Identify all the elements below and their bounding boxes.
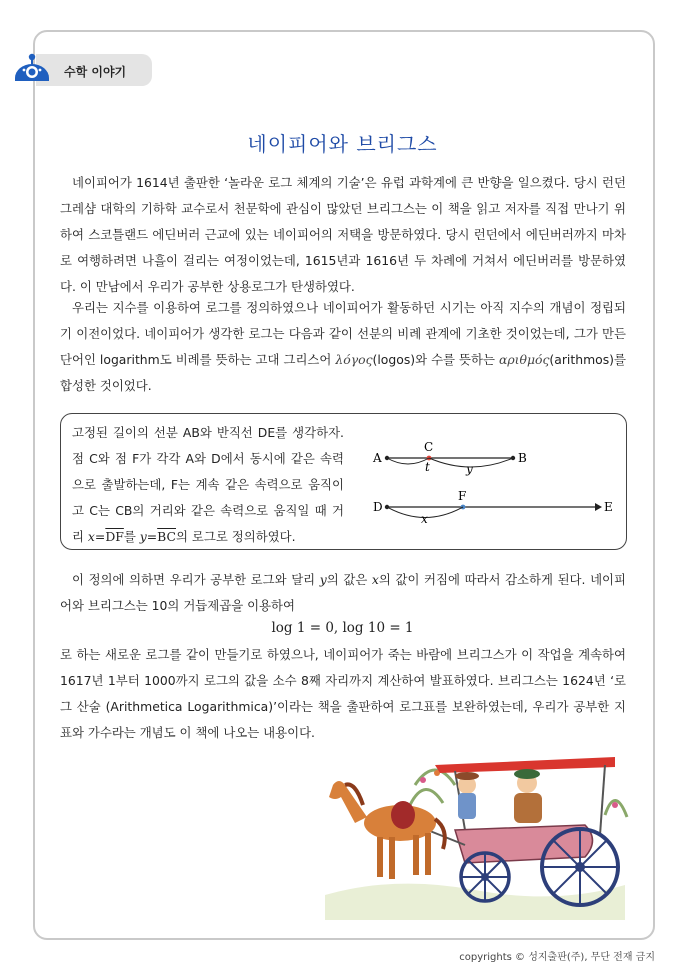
definition-text-b: 의 로그로 정의하였다. bbox=[176, 529, 296, 544]
label-a: A bbox=[373, 451, 382, 465]
paragraph-2-text-c: (arithmos)를 합성한 것이었다. bbox=[60, 352, 626, 393]
greek-arithmos: αριθμός bbox=[498, 352, 550, 367]
definition-text-mid: 를 bbox=[123, 529, 140, 544]
label-y: y bbox=[466, 462, 473, 476]
label-c: C bbox=[424, 440, 434, 454]
label-t: t bbox=[425, 460, 430, 474]
segment-df: $\overline{DF}$ bbox=[105, 529, 124, 544]
definition-text bbox=[72, 420, 344, 550]
wheel-large bbox=[542, 829, 618, 905]
ray-arrow bbox=[595, 503, 602, 511]
paragraph-1 bbox=[60, 170, 626, 300]
paragraph-3-text-c: 의 값이 커짐에 따라서 감소하게 된다. 네이피어와 브리그스는 10의 거듭제곱을 이용하여 bbox=[60, 572, 626, 613]
copyright-footer: copyrights © 성지출판(주), 무단 전재 금지 bbox=[459, 952, 655, 963]
section-label: 수학 이야기 bbox=[64, 65, 127, 79]
label-d: D bbox=[373, 500, 383, 514]
paragraph-1-text: 네이피어가 1614년 출판한 ‘놀라운 로그 체계의 기술’은 유럽 과학계에 큰 반향을 일으켰다. 당시 런던 그레샴 대학의 기하학 교수로서 천문학에 관심이 많았던 브리그스는 이 책을 읽고 저자를 직접 만나기 위하여 스코틀랜드 에딘버러 근교에 있는 네이피어의 저택을 방문하였다. 당시 런던에서 에딘버러까지 마차로 여행하려면 나흘이 걸리는 여정이었는데, 1615년과 1616년 두 차례에 거쳐서 에딘버러를 방문하였다. 이 만남에서 우리가 공부한 상용로그가 탄생하였다. bbox=[60, 175, 626, 294]
arc-t bbox=[387, 458, 429, 464]
paragraph-3-text-a: 이 정의에 의하면 우리가 공부한 로그와 달리 bbox=[72, 572, 320, 587]
paragraph-2-text-a: 우리는 지수를 이용하여 로그를 정의하였으나 네이피어가 활동하던 시기는 아직 지수의 개념이 정립되기 이전이었다. 네이피어가 생각한 로그는 다음과 같이 선분의 비례 관계에 기초한 것이었는데, 그가 만든 단어인 logarithm도 비례를 뜻하는 고대 그리스어 bbox=[60, 300, 626, 367]
label-x: x bbox=[421, 512, 428, 526]
paragraph-4 bbox=[60, 642, 626, 746]
paragraph-3-var-x: x bbox=[371, 572, 379, 587]
var-x: x bbox=[87, 529, 95, 544]
paragraph-2-text-b: (logos)와 수를 뜻하는 bbox=[372, 352, 499, 367]
paragraph-3-text-b: 의 값은 bbox=[326, 572, 372, 587]
var-y: y bbox=[139, 529, 147, 544]
equals-1: = bbox=[94, 529, 106, 544]
segment-bc: $\overline{BC}$ bbox=[157, 529, 176, 544]
driver-body bbox=[458, 793, 476, 819]
paragraph-3-var-y: y bbox=[319, 572, 327, 587]
wheel-small bbox=[461, 853, 509, 901]
dome-icon bbox=[13, 52, 51, 88]
equals-2: = bbox=[146, 529, 158, 544]
definition-text-a: 고정된 길이의 선분 AB와 반직선 DE를 생각하자. 점 C와 점 F가 각각 A와 D에서 동시에 같은 속력으로 출발하는데, F는 계속 같은 속력으로 움직이고 C는 CB의 거리와 같은 속력으로 움직일 때 거리 bbox=[72, 425, 344, 544]
horse-carriage-illustration bbox=[315, 745, 635, 925]
paragraph-4-text: 로 하는 새로운 로그를 같이 만들기로 하였으나, 네이피어가 죽는 바람에 브리그스가 이 작업을 계속하여 1617년 1부터 1000까지 로그의 값을 소수 8째 자리까지 계산하여 발표하였다. 브리그스는 1624년 ‘로그 산술 (Arithmetica Logarithmica)’이라는 책을 출판하여 로그표를 보완하였는데, 우리가 공부한 지표와 가수라는 개념도 이 책에 나오는 내용이다. bbox=[60, 647, 626, 740]
passenger-body bbox=[514, 793, 542, 823]
log-formula: log 1 = 0, log 10 = 1 bbox=[271, 620, 414, 636]
greek-logos: λόγος bbox=[335, 352, 373, 367]
page-title: 네이피어와 브리그스 bbox=[247, 132, 438, 156]
paragraph-3 bbox=[60, 567, 626, 619]
label-f: F bbox=[458, 489, 467, 503]
paragraph-2 bbox=[60, 295, 626, 399]
horse bbox=[329, 781, 445, 879]
label-e: E bbox=[604, 500, 613, 514]
label-b: B bbox=[518, 451, 527, 465]
segment-diagram bbox=[370, 436, 620, 531]
